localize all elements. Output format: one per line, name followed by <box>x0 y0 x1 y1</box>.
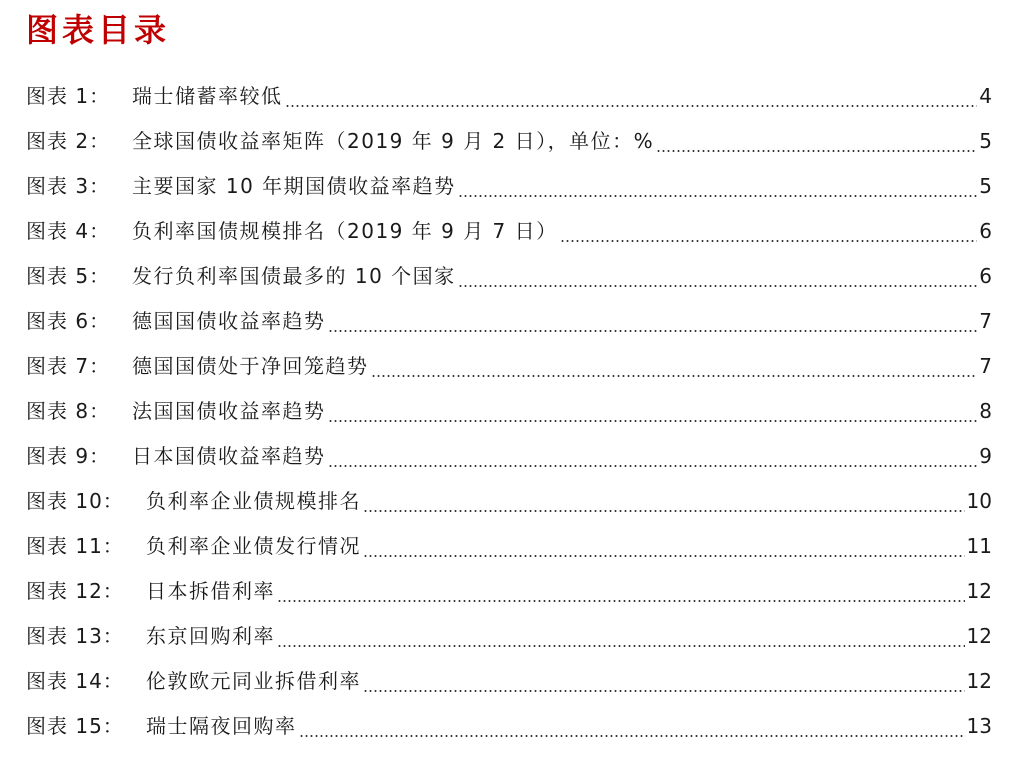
toc-entry-title: 全球国债收益率矩阵（2019 年 9 月 2 日），单位：% <box>132 129 655 153</box>
toc-entry-page: 11 <box>966 534 992 558</box>
toc-entry[interactable] <box>26 659 992 704</box>
toc-entry-title: 伦敦欧元同业拆借利率 <box>146 669 361 693</box>
toc-dot-leader <box>371 375 978 377</box>
toc-entry[interactable] <box>26 164 992 209</box>
toc-entry[interactable] <box>26 119 992 164</box>
toc-entry[interactable] <box>26 614 992 659</box>
toc-entry[interactable] <box>26 434 992 479</box>
toc-entry-page: 6 <box>979 219 992 243</box>
toc-entry-title: 日本拆借利率 <box>146 579 275 603</box>
toc-list <box>26 74 992 749</box>
toc-dot-leader <box>560 240 978 242</box>
toc-entry-page: 9 <box>979 444 992 468</box>
toc-entry-page: 12 <box>966 624 992 648</box>
toc-dot-leader <box>363 510 965 512</box>
toc-entry-page: 8 <box>979 399 992 423</box>
toc-entry-title: 负利率国债规模排名（2019 年 9 月 7 日） <box>132 219 558 243</box>
toc-dot-leader <box>363 555 965 557</box>
toc-entry-title: 德国国债收益率趋势 <box>132 309 326 333</box>
toc-entry-label: 图表 7： <box>26 354 111 378</box>
toc-entry-page: 7 <box>979 354 992 378</box>
toc-dot-leader <box>458 285 978 287</box>
toc-entry-title: 东京回购利率 <box>146 624 275 648</box>
toc-entry-title: 主要国家 10 年期国债收益率趋势 <box>132 174 456 198</box>
toc-entry-title: 德国国债处于净回笼趋势 <box>132 354 369 378</box>
toc-entry-label: 图表 11： <box>26 534 124 558</box>
toc-entry-label: 图表 4： <box>26 219 111 243</box>
toc-entry[interactable] <box>26 254 992 299</box>
toc-dot-leader <box>328 465 978 467</box>
toc-entry-label: 图表 1： <box>26 84 111 108</box>
toc-dot-leader <box>328 420 978 422</box>
toc-entry-page: 12 <box>966 579 992 603</box>
toc-entry-page: 7 <box>979 309 992 333</box>
toc-entry-label: 图表 5： <box>26 264 111 288</box>
toc-dot-leader <box>285 105 978 107</box>
toc-entry[interactable] <box>26 209 992 254</box>
toc-entry-label: 图表 2： <box>26 129 111 153</box>
toc-entry[interactable] <box>26 479 992 524</box>
toc-entry[interactable] <box>26 524 992 569</box>
toc-entry-label: 图表 15： <box>26 714 124 738</box>
toc-entry-title: 瑞士储蓄率较低 <box>132 84 283 108</box>
toc-dot-leader <box>277 600 965 602</box>
toc-entry-label: 图表 14： <box>26 669 124 693</box>
toc-entry-page: 5 <box>979 129 992 153</box>
toc-entry[interactable] <box>26 74 992 119</box>
toc-entry-label: 图表 10： <box>26 489 124 513</box>
toc-entry[interactable] <box>26 569 992 614</box>
toc-entry-label: 图表 8： <box>26 399 111 423</box>
toc-entry[interactable] <box>26 344 992 389</box>
toc-entry-title: 日本国债收益率趋势 <box>132 444 326 468</box>
toc-dot-leader <box>299 735 965 737</box>
toc-entry-page: 6 <box>979 264 992 288</box>
toc-entry-label: 图表 3： <box>26 174 111 198</box>
toc-entry-page: 13 <box>966 714 992 738</box>
toc-entry-title: 法国国债收益率趋势 <box>132 399 326 423</box>
toc-entry-page: 4 <box>979 84 992 108</box>
toc-dot-leader <box>363 690 965 692</box>
toc-entry-title: 发行负利率国债最多的 10 个国家 <box>132 264 456 288</box>
toc-dot-leader <box>458 195 978 197</box>
toc-dot-leader <box>328 330 978 332</box>
toc-entry-page: 10 <box>966 489 992 513</box>
toc-dot-leader <box>656 150 977 152</box>
toc-dot-leader <box>277 645 965 647</box>
toc-entry-title: 瑞士隔夜回购率 <box>146 714 297 738</box>
toc-entry-title: 负利率企业债规模排名 <box>146 489 361 513</box>
toc-entry-label: 图表 13： <box>26 624 124 648</box>
toc-entry[interactable] <box>26 299 992 344</box>
toc-title: 图表目录 <box>26 11 171 49</box>
toc-entry[interactable] <box>26 389 992 434</box>
toc-entry-page: 5 <box>979 174 992 198</box>
toc-entry-label: 图表 12： <box>26 579 124 603</box>
toc-entry-label: 图表 6： <box>26 309 111 333</box>
toc-entry-title: 负利率企业债发行情况 <box>146 534 361 558</box>
toc-entry[interactable] <box>26 704 992 749</box>
toc-entry-label: 图表 9： <box>26 444 111 468</box>
toc-entry-page: 12 <box>966 669 992 693</box>
